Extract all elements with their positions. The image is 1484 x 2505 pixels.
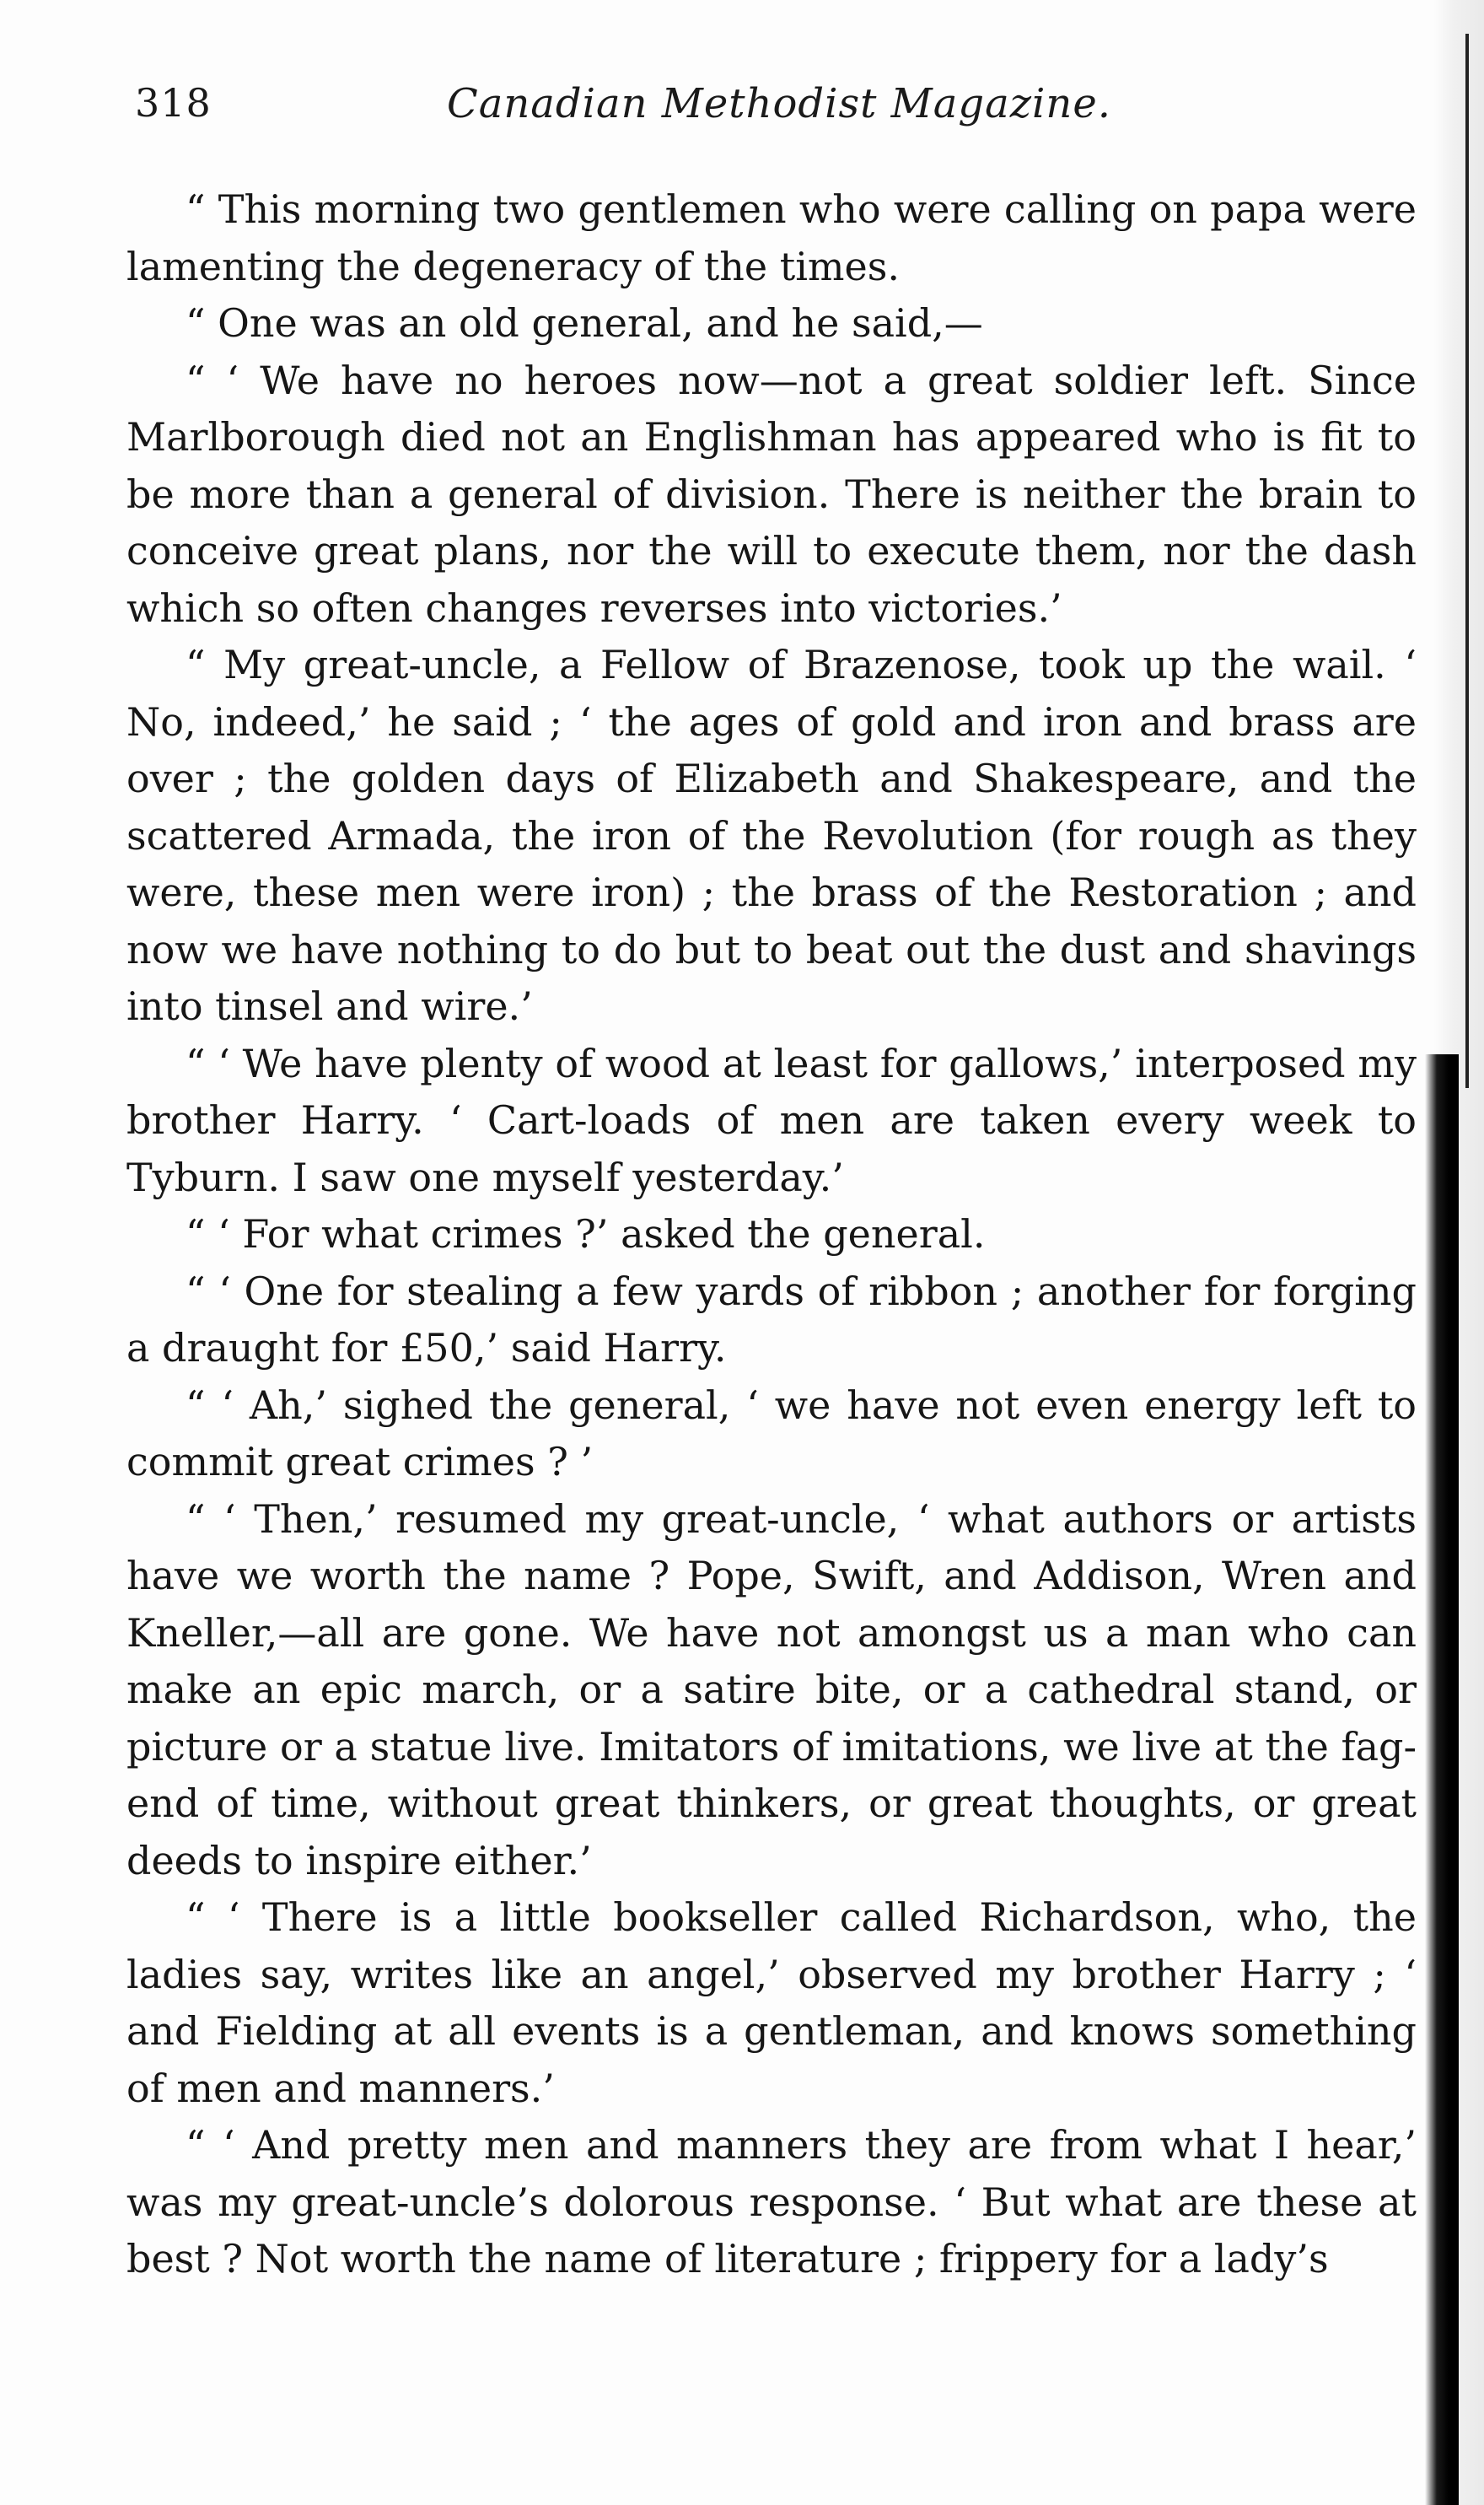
page-header [135,80,1425,139]
paragraph: “ ‘ There is a little bookseller called Richardson, who, the ladies say, writes like an angel,’ observed my brother Harry ; ‘ and Fielding at all events is a gentleman, and knows something of men and manners.’ [126,1894,1417,2111]
paragraph: “ ‘ Ah,’ sighed the general, ‘ we have not even energy left to commit great crimes ? ’ [126,1382,1417,1484]
paragraph: “ One was an old general, and he said,— [186,300,983,346]
paragraph: “ ‘ And pretty men and manners they are from what I hear,’ was my great-uncle’s dolorous response. ‘ But what are these at best ? Not worth the name of literature ; frippery for a lady’s [126,2122,1417,2281]
paragraph: “ ‘ We have plenty of wood at least for gallows,’ interposed my brother Harry. ‘ Cart-loads of men are taken every week to Tyburn. I saw one myself yesterday.’ [126,1040,1417,1200]
binding-shadow [1425,1054,1459,2505]
running-title: Canadian Methodist Magazine. [447,80,1111,127]
page-number: 318 [135,80,212,126]
paragraph: “ This morning two gentlemen who were calling on papa were lamenting the degeneracy of the times. [126,186,1417,289]
paragraph: “ ‘ For what crimes ?’ asked the general. [186,1211,986,1257]
paragraph: “ My great-uncle, a Fellow of Brazenose, took up the wail. ‘ No, indeed,’ he said ; ‘ the ages of gold and iron and brass are over ; the golden days of Elizabeth and Shakespeare, and the scattered Armada, the iron of the Revolution (for rough as they were, these men were iron) ; the brass of the Restoration ; and now we have nothing to do but to beat out the dust and shavings into tinsel and wire.’ [126,642,1417,1029]
paragraph: “ ‘ We have no heroes now—not a great soldier left. Since Marlborough died not an Englishman has appeared who is fit to be more than a general of division. There is neither the brain to conceive great plans, nor the will to execute them, nor the dash which so often changes reverses into victories.’ [126,357,1417,631]
binding-line [1465,34,1469,1088]
body-text [126,181,1417,2288]
paragraph: “ ‘ One for stealing a few yards of ribbon ; another for forging a draught for £50,’ said Harry. [126,1268,1417,1371]
paragraph: “ ‘ Then,’ resumed my great-uncle, ‘ what authors or artists have we worth the name ? Pope, Swift, and Addison, Wren and Kneller,—all are gone. We have not amongst us a man who can make an epic march, or a satire bite, or a cathedral stand, or picture or a statue live. Imitators of imitations, we live at the fag-end of time, without great thinkers, or great thoughts, or great deeds to inspire either.’ [126,1495,1417,1883]
